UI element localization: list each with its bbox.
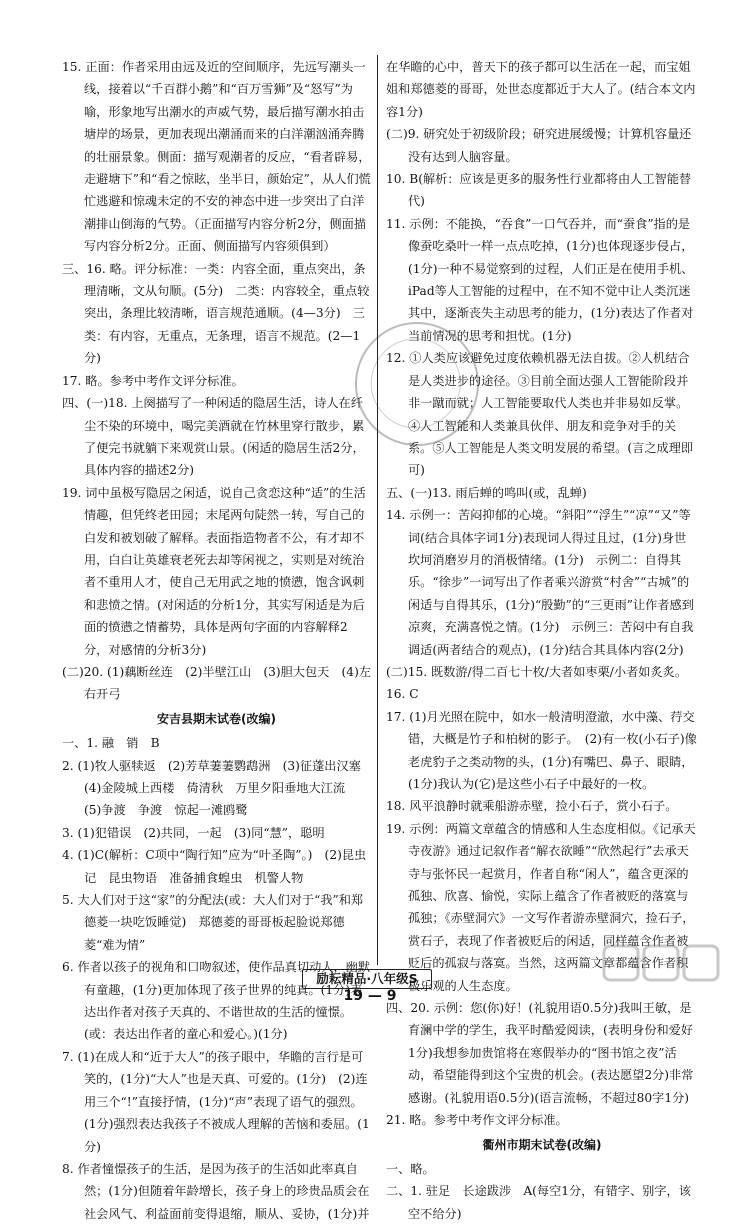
answer-item: 6. 作者以孩子的视角和口吻叙述，使作品真切动人，幽默有童趣，(1分)更加体现了孩子世界的纯真。(1分)表达出作者对孩子天真的、不谐世故的生活的憧憬。(或：表达出作者的童心和爱心。)(1分): [62, 960, 371, 1042]
answer-item: 16. C: [386, 687, 419, 702]
answer-item: 15. 正面：作者采用由远及近的空间顺序，先远写潮头一线，接着以“千百群小鹅”和“百万雪狮”及“怒写”为喻，形象地写出潮水的声威气势，最后描写潮水拍击塘岸的场景，更加表现出潮涌而来的白洋潮汹涌奔腾的壮丽景象。侧面：描写观潮者的反应，“看者辟易，走避塘下”和“看之惊眩，坐半日，颜始定”，从人们慌忙逃避和惊魂未定的不安的神态中进一步突出了白洋潮排山倒海的气势。（正面描写内容分析2分，侧面描写内容分析2分。正面、侧面描写内容须俱到）: [62, 60, 371, 254]
answer-item: 19. 示例：两篇文章蕴含的情感和人生态度相似。《记承天寺夜游》通过记叙作者“解衣欲睡”“欣然起行”去承天寺与张怀民一起赏月，作者自称“闲人”，蕴含更深的孤独、欣喜、愉悦，实际上蕴含了作者被贬的落寞与孤独；《赤壁洞穴》一文写作者游赤壁洞穴，捡石子，赏石子，表现了作者被贬后的闲适，同样蕴含作者被贬后的孤寂与落寞。当然，这两篇文章都蕴含作者积极乐观的人生态度。: [386, 821, 696, 993]
answer-item: 18. 风平浪静时就乘船游赤壁，捡小石子，赏小石子。: [386, 799, 678, 814]
answer-item: 14. 示例一：苦闷抑郁的心境。“斜阳”“浮生”“凉”“又”等词(结合具体字词1分)表现词人得过且过，(1分)身世坎坷消磨岁月的消极情绪。(1分) 示例二：自得其乐。“徐步”一词写出了作者乘兴游赏“村舍”“古城”的闲适与自得其乐，(1分)“殷勤”的“三更雨”让作者感到凉爽，充满喜悦之情。(1分) 示例三：苦闷中有自我调适(两者结合的观点)，(1分)结合其具体内容(2分): [386, 508, 694, 657]
answer-item: (二)9. 研究处于初级阶段；研究进展缓慢；计算机容量还没有达到人脑容量。: [386, 127, 692, 164]
answer-item: 四、20. 示例：您(你)好！(礼貌用语0.5分)我叫王敏，是育澜中学的学生，我平时酷爱阅读，(表明身份和爱好1分)我想参加贵馆将在寒假举办的“图书馆之夜”活动，希望能得到这个宝贵的机会。(表达愿望2分)非常感谢。(礼貌用语0.5分)(语言流畅，不超过80字1分): [386, 1001, 694, 1105]
answer-column-right: [386, 56, 698, 1225]
page-number: 19 — 9: [343, 988, 397, 1004]
brand-box: 励耘精品·八年级S: [302, 969, 432, 989]
answer-item: 8. 作者憧憬孩子的生活，是因为孩子的生活如此率真自然；(1分)但随着年龄增长，孩子身上的珍贵品质会在社会风气、利益面前变得退缩，顺从、妥协，(1分)并: [62, 1161, 370, 1221]
answer-item: 一、略。: [386, 1161, 435, 1176]
answer-item: 10. B(解析：应该是更多的服务性行业都将由人工智能替代): [386, 172, 692, 209]
answer-item: 在华瞻的心中，普天下的孩子都可以生活在一起，而宝姐姐和郑德菱的哥哥，处世态度都近于大人了。(结合本文内容1分): [386, 60, 696, 119]
answer-item: 3. (1)犯错误 (2)共同，一起 (3)同“慧”，聪明: [62, 825, 325, 840]
answer-column-left: [62, 56, 374, 1225]
answer-item: 12. ①人类应该避免过度依赖机器无法自拔。②人机结合是人类进步的途径。③目前全面达强人工智能阶段并非一蹴而就；人工智能要取代人类也并非易如反掌。④人工智能和人类兼具伙伴、朋友和竞争对手的关系。⑤人工智能是人类文明发展的希望。(言之成理即可): [386, 351, 694, 478]
answer-item: 五、(一)13. 雨后蝉的鸣叫(或，乱蝉): [386, 485, 587, 500]
answer-item: 7. (1)在成人和“近于大人”的孩子眼中，华瞻的言行是可笑的，(1分)“大人”也是天真、可爱的。(1分) (2)连用三个“!”直接抒情，(1分)“声”表现了语气的强烈。(1分)强烈表达我孩子不被成人理解的苦恼和委屈。(1分): [62, 1049, 370, 1154]
answer-item: 2. (1)牧人驱犊返 (2)芳草萋萋鹦鹉洲 (3)征蓬出汉塞 (4)金陵城上西楼 倚清秋 万里夕阳垂地大江流 (5)争渡 争渡 惊起一滩鸥鹭: [62, 758, 374, 818]
answer-item: 11. 示例：不能换，“吞食”一口气吞并，而“蚕食”指的是像蚕吃桑叶一样一点点吃掉，(1分)也体现逐步侵占，(1分)一种不易觉察到的过程，人们正是在使用手机、iPad等人工智能的过程中，在不知不觉中让人类沉迷其中，逐渐丧失主动思考的能力，(1分)表达了作者对当前情况的思考和担忧。(1分): [386, 216, 694, 343]
answer-item: 二、1. 驻足 长途跋涉 A(每空1分，有错字、别字，该空不给分): [386, 1184, 691, 1221]
answer-item: 21. 略。参考中考作文评分标准。: [386, 1113, 568, 1128]
answer-item: 17. 略。参考中考作文评分标准。: [62, 373, 244, 388]
section-heading: 安吉县期末试卷(改编): [157, 711, 276, 726]
column-divider: [377, 55, 378, 965]
answer-item: 17. (1)月光照在院中，如水一般清明澄澈，水中藻、荇交错，大概是竹子和柏树的影子。 (2)有一枚(小石子)像老虎豹子之类动物的头，(1分)有嘴巴、鼻子、眼睛，(1分)我认为(它)是这些小石子中最好的一枚。: [386, 709, 697, 791]
answer-item: (二)15. 既数游/得二百七十枚/大者如枣栗/小者如炙炙。: [386, 664, 688, 679]
answer-item: 4. (1)C(解析：C项中“陶行知”应为“叶圣陶”。) (2)昆虫记 昆虫物语 准备捕食蝗虫 机警人物: [62, 848, 367, 885]
answer-item: 一、1. 融 销 B: [62, 736, 160, 751]
answer-item: (二)20. (1)藕断丝连 (2)半壁江山 (3)胆大包天 (4)左右开弓: [62, 664, 372, 702]
answer-item: 5. 大人们对于这“家”的分配法(或：大人们对于“我”和郑德菱一块吃饭睡觉) 郑德菱的哥哥板起脸说郑德菱“难为情”: [62, 893, 364, 952]
answer-item: 四、(一)18. 上阕描写了一种闲适的隐居生活，诗人在纤尘不染的环境中，喝完美酒就在竹林里穿行散步，累了便完书就躺下来观赏山景。(闲适的隐居生活2分，具体内容的描述2分): [62, 396, 365, 478]
section-heading: 衢州市期末试卷(改编): [482, 1137, 602, 1152]
answer-item: 19. 词中虽极写隐居之闲适，说自己贪恋这种“适”的生活情趣，但凭终老田园；末尾两句陡然一转，写自己的白发和被划破了解释。表面指造物者不公，有才却不用，白白让英雄衰老死去却等闲视之，实则是对统治者不重用人才，使自己无用武之地的愤懑，饱含讽刺和悲愤之情。(对闲适的分析1分，其实写闲适是为后面的愤懑之情蓄势，具体是两句字面的内容解释2分，对感情的分析3分): [62, 485, 366, 657]
answer-item: 三、16. 略。评分标准：一类：内容全面，重点突出，条理清晰，文从句顺。(5分) 二类：内容较全，重点较突出，条理比较清晰，语言规范通顺。(4—3分) 三类：有内容，无重点，无条理，语言不规范。(2—1分): [62, 261, 370, 366]
watermark-logo: [600, 940, 750, 1000]
